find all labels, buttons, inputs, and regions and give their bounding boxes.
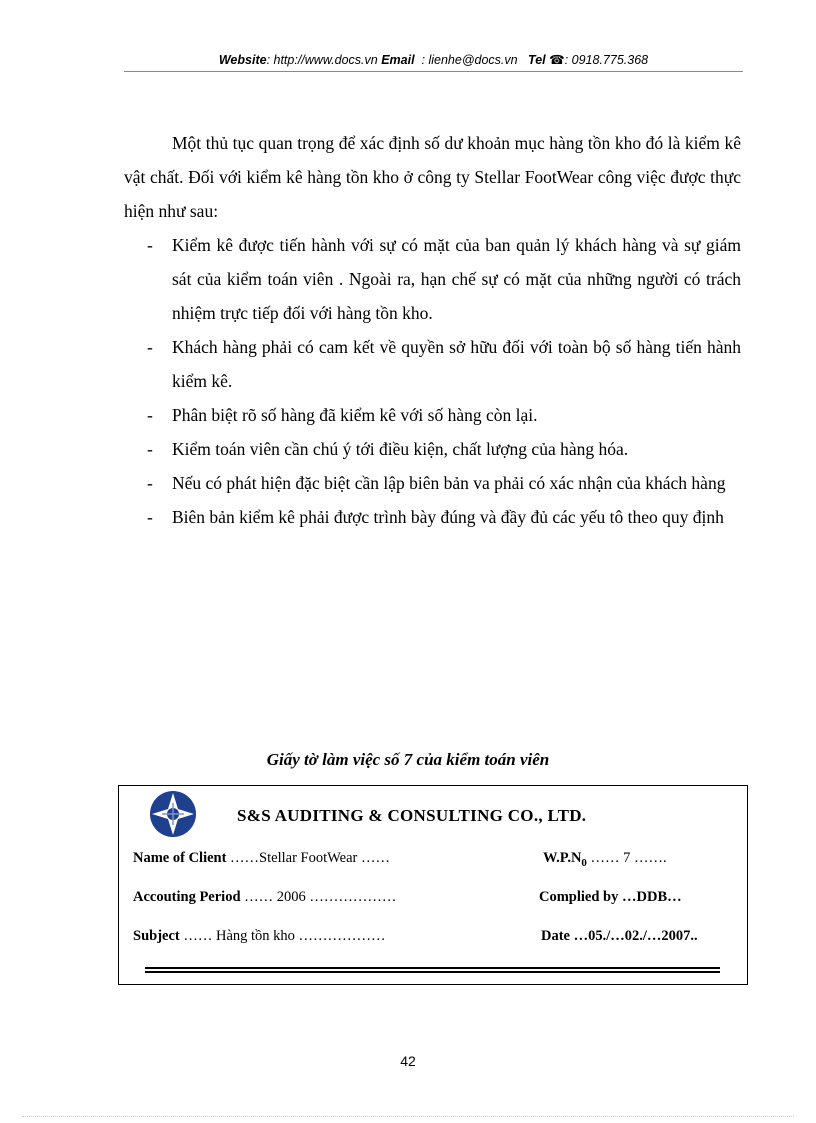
page-number: 42 [400,1053,416,1069]
complied-label: Complied by [539,889,619,905]
list-item [124,330,741,398]
period-field [133,889,396,906]
page-bottom-edge [22,1116,794,1117]
bullet-dash: - [147,473,153,493]
page-header [124,50,743,70]
wp-value: …… 7 ……. [590,850,667,866]
document-body [124,126,741,534]
list-item-text: Kiểm toán viên cần chú ý tới điều kiện, chất lượng của hàng hóa. [172,439,629,459]
bullet-dash: - [147,337,153,357]
company-name: S&S AUDITING & CONSULTING CO., LTD. [237,806,587,825]
period-label: Accouting Period [133,889,241,905]
bullet-dash: - [147,405,153,425]
email-label: Email [381,53,415,67]
date-field [541,928,698,945]
phone-icon: ☎ [549,53,565,67]
bullet-dash: - [147,507,153,527]
list-item-text: Nếu có phát hiện đặc biệt cần lập biên bản va phải có xác nhận của khách hàng [172,473,726,493]
procedure-list [124,228,741,534]
list-item-text: Kiểm kê được tiến hành với sự có mặt của ban quản lý khách hàng và sự giám sát của kiểm toán viên . Ngoài ra, hạn chế sự có mặt của những người có trách nhiệm trực tiếp đối với hàng tồn kho. [172,235,741,323]
header-divider [124,71,743,72]
working-paper-caption: Giấy tờ làm việc số 7 của kiểm toán viên [266,750,550,769]
tel-value: : 0918.775.368 [564,53,649,67]
wp-subscript: 0 [581,856,587,869]
date-value: …05./…02./…2007.. [573,928,698,944]
date-label: Date [541,928,570,944]
form-double-rule [145,967,720,973]
list-item-text: Biên bản kiểm kê phải được trình bày đúng và đầy đủ các yếu tô theo quy định [172,507,724,527]
complied-value: …DDB… [622,889,682,905]
bullet-dash: - [147,439,153,459]
tel-label: Tel [528,53,546,67]
list-item-text: Khách hàng phải có cam kết về quyền sở hữu đối với toàn bộ số hàng tiến hành kiểm kê. [172,337,741,391]
subject-value: …… Hàng tồn kho ……………… [183,928,386,944]
client-value: ……Stellar FootWear …… [230,850,390,866]
list-item-text: Phân biệt rõ số hàng đã kiểm kê với số hàng còn lại. [172,405,538,425]
list-item [124,432,741,466]
list-item [124,398,741,432]
complied-field [539,889,682,906]
email-value[interactable]: : lienhe@docs.vn [421,53,518,67]
website-value[interactable]: : http://www.docs.vn [266,53,378,67]
website-label: Website [218,53,267,67]
client-label: Name of Client [133,850,227,866]
list-item [124,228,741,330]
client-field [133,850,390,867]
period-value: …… 2006 ……………… [244,889,397,905]
list-item [124,466,741,500]
list-item [124,500,741,534]
bullet-dash: - [147,235,153,255]
wp-label: W.P.N [543,850,582,866]
intro-paragraph: Một thủ tục quan trọng để xác định số dư khoản mục hàng tồn kho đó là kiểm kê vật chất. Đối với kiểm kê hàng tồn kho ở công ty Stellar FootWear công việc được thực hiện như sau: [124,133,741,221]
wp-number-field [543,850,667,869]
subject-field [133,928,386,945]
working-paper-form [118,785,748,985]
company-logo-icon [149,790,197,838]
subject-label: Subject [133,928,180,944]
